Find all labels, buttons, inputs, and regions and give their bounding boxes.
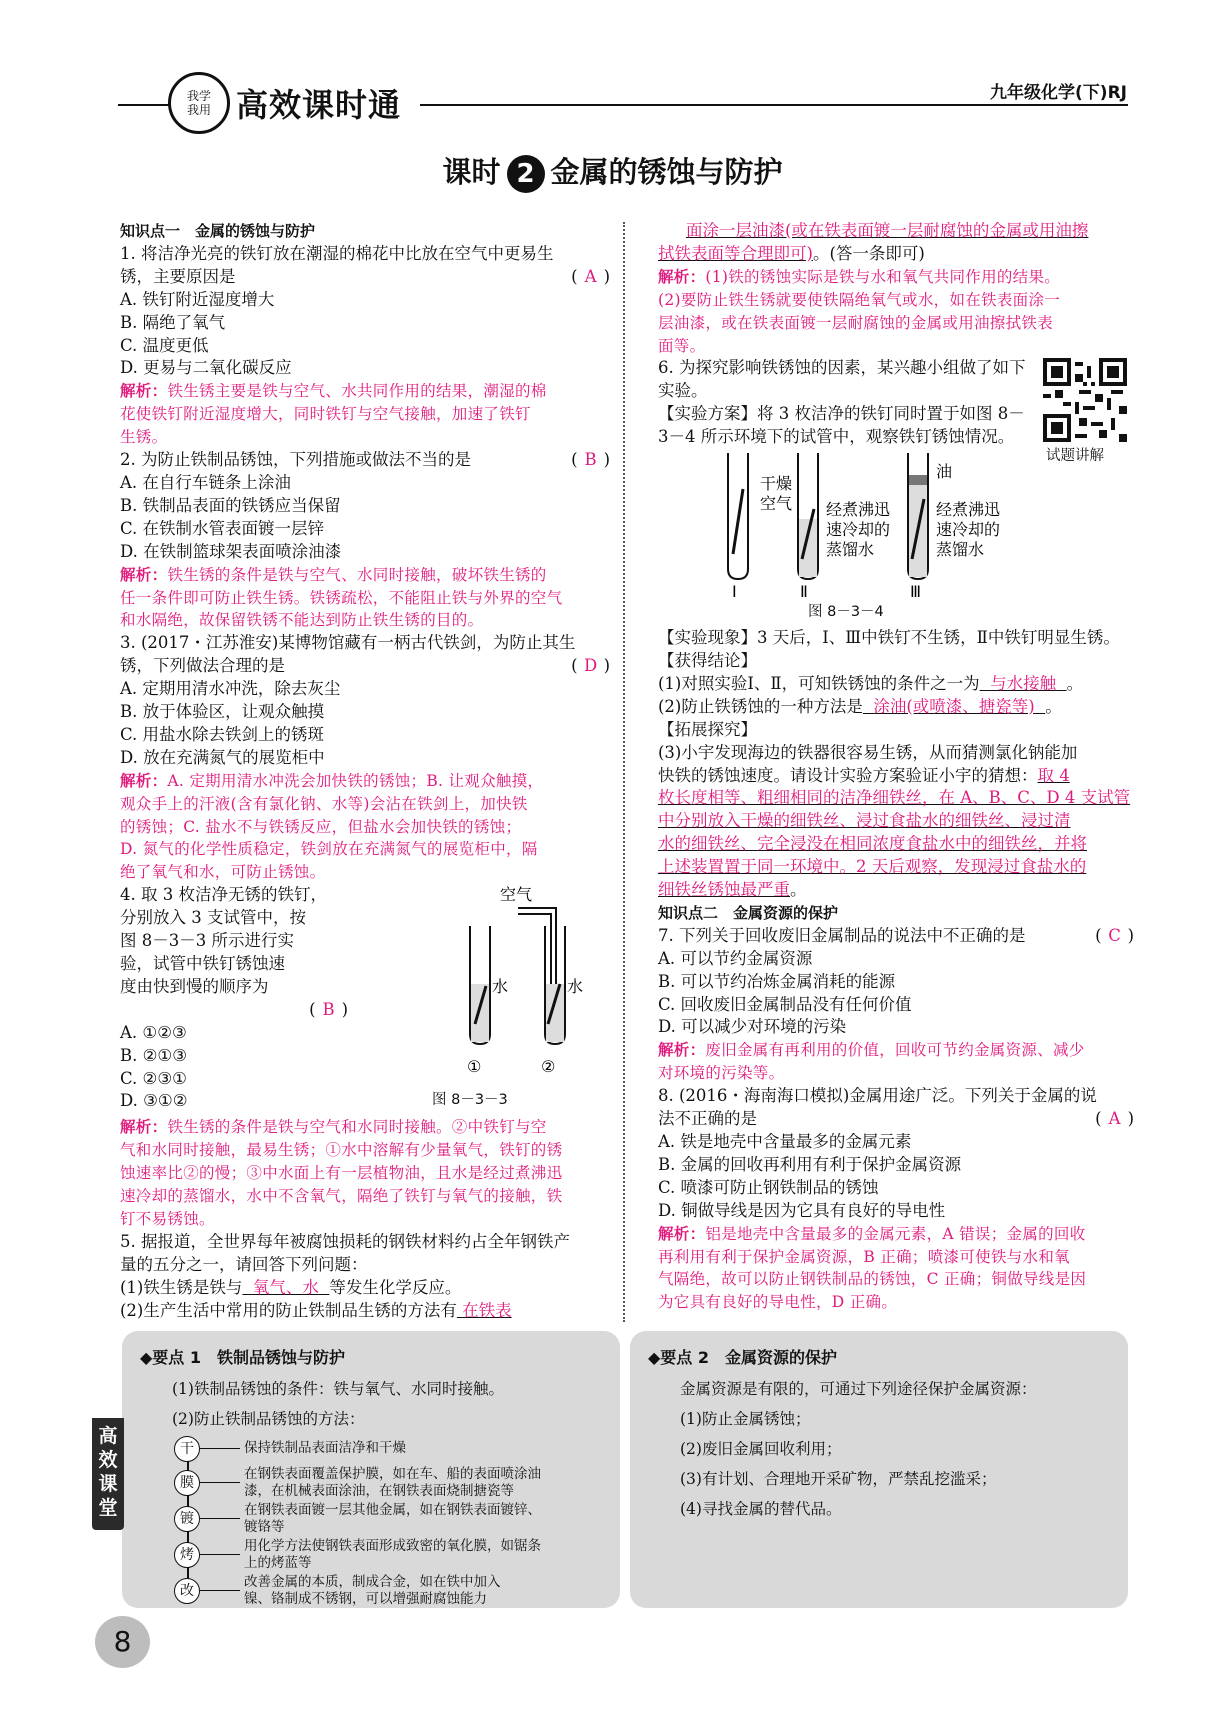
svg-text:经煮沸迅: 经煮沸迅 bbox=[826, 500, 891, 520]
brand-title: 高效课时通 bbox=[236, 86, 402, 124]
page-number: 8 bbox=[95, 1616, 150, 1668]
fill-answer: 取 4 bbox=[1037, 765, 1070, 785]
explanation: 解析：A. 定期用清水冲洗会加快铁的锈蚀；B. 让观众触摸， bbox=[120, 771, 544, 790]
svg-text:②: ② bbox=[541, 1057, 556, 1077]
step-marker-icon: 烤 bbox=[174, 1542, 200, 1568]
header-rule-left bbox=[118, 104, 170, 106]
fill-answer: 氧气、水 bbox=[252, 1277, 319, 1297]
svg-text:空气: 空气 bbox=[760, 494, 793, 514]
svg-text:Ⅰ: Ⅰ bbox=[732, 582, 737, 600]
answer-bracket: ( A ) bbox=[1095, 1109, 1134, 1129]
svg-text:蒸馏水: 蒸馏水 bbox=[826, 540, 875, 560]
alarm-clock-logo-icon: 我学我用 bbox=[168, 72, 230, 134]
fill-answer: 在铁表 bbox=[462, 1300, 512, 1320]
svg-text:Ⅱ: Ⅱ bbox=[800, 582, 808, 600]
fill-answer: 涂油(或喷漆、搪瓷等) bbox=[873, 696, 1035, 716]
step-marker-icon: 改 bbox=[174, 1578, 200, 1604]
step-marker-icon: 镀 bbox=[174, 1506, 200, 1532]
section-heading: 知识点二 金属资源的保护 bbox=[658, 903, 839, 922]
section-heading: 知识点一 金属的锈蚀与防护 bbox=[120, 222, 316, 240]
svg-text:Ⅲ: Ⅲ bbox=[910, 582, 922, 600]
question-4-explanation: 解析：铁生锈的条件是铁与空气和水同时接触。②中铁钉与空 气和水同时接触，最易生锈；①水中溶解有少量氧气，铁钉的锈 蚀速率比②的慢；③中水面上有一层植物油，且水是经过煮沸迅 速冷却的蒸馏水，水中不含氧气，隔绝了铁钉与氧气的接触，铁 钉不易锈蚀。 bbox=[120, 1118, 563, 1228]
key-point-box-1: ◆要点 1 铁制品锈蚀与防护 (1)铁制品锈蚀的条件：铁与氧气、水同时接触。 (2)防止铁制品锈蚀的方法： 干 保持铁制品表面洁净和干燥 膜 在钢铁表面覆盖保护膜，如在车、船的表面喷涂油 漆，在机械表面涂油，在钢铁表面烧制搪瓷等 镀 在钢铁表面镀一层其他金属，如在钢铁表面镀锌、 镀铬等 烤 用化学方法使钢铁表面形成致密的氧化膜，如锯条 上的烤蓝等 改 改善金属的本质，制成合金，如在铁中加入 镍、铬制成不锈钢，可以增强耐腐蚀能力 bbox=[122, 1331, 620, 1608]
figure-8-3-3 bbox=[340, 884, 600, 1084]
answer-bracket: ( B ) bbox=[571, 450, 610, 470]
qr-code-icon[interactable] bbox=[1043, 358, 1127, 442]
explanation: 解析：(1)铁的锈蚀实际是铁与水和氧气共同作用的结果。 bbox=[658, 267, 1061, 286]
right-column: 面涂一层油漆(或在铁表面镀一层耐腐蚀的金属或用油擦 拭铁表面等合理即可)。(答一条即可) 解析：(1)铁的锈蚀实际是铁与水和氧气共同作用的结果。 (2)要防止铁生锈就要使铁隔绝氧气或水，如在铁表面涂一 层油漆，或在铁表面镀一层耐腐蚀的金属或用油擦拭铁表 面等。 6. 为探究影响铁锈蚀的因素，某兴趣小组做了如下 实验。 【实验方案】将 3 枚洁净的铁钉同时置于如图 8－ 3－4 所示环境下的试管中，观察铁钉锈蚀情况。 干燥 空气 Ⅰ 经煮沸迅 速冷却的 蒸馏水 Ⅱ 油 经煮沸迅 速冷却的 蒸馏水 Ⅲ 图 8－3－4 【实验现象】3 天后，Ⅰ、Ⅲ中铁钉不生锈，Ⅱ中铁钉明显生锈。 【获得结论】 (1)对照实验Ⅰ、Ⅱ，可知铁锈蚀的条件之一为 与水接触 。 (2)防止铁锈蚀的一种方法是 涂油(或喷漆、搪瓷等) 。 【拓展探究】 (3)小宇发现海边的铁器很容易生锈，从而猜测氯化钠能加 快铁的锈蚀速度。请设计实验方案验证小宇的猜想：取 4 枚长度相等、粗细相同的洁净细铁丝，在 A、B、C、D 4 支试管 中分别放入干燥的细铁丝、浸过食盐水的细铁丝、浸过清 水的细铁丝、完全浸没在相同浓度食盐水中的细铁丝，并将 上述装置置于同一环境中。2 天后观察，发现浸过食盐水的 细铁丝锈蚀最严重。 知识点二 金属资源的保护 7. 下列关于回收废旧金属制品的说法中不正确的是 ( C ) A. 可以节约金属资源 B. 可以节约冶炼金属消耗的能源 C. 回收废旧金属制品没有任何价值 D. 可以减少对环境的污染 解析：废旧金属有再利用的价值，回收可节约金属资源、减少 对环境的污染等。 8. (2016・海南海口模拟)金属用途广泛。下列关于金属的说 法不正确的是 ( A ) A. 铁是地壳中含量最多的金属元素 B. 金属的回收再利用有利于保护金属资源 C. 喷漆可防止钢铁制品的锈蚀 D. 铜做导线是因为它具有良好的导电性 解析：铝是地壳中含量最多的金属元素，A 错误；金属的回收 再利用有利于保护金属资源，B 正确；喷漆可使铁与水和氧 气隔绝，故可以防止钢铁制品的锈蚀，C 正确；铜做导线是因 为它具有良好的导电性，D 正确。 bbox=[658, 220, 1134, 1314]
svg-text:①: ① bbox=[467, 1057, 482, 1077]
figure-caption: 图 8－3－4 bbox=[808, 604, 884, 621]
answer-bracket: ( A ) bbox=[571, 266, 610, 286]
explanation: 解析：铝是地壳中含量最多的金属元素，A 错误；金属的回收 bbox=[658, 1224, 1086, 1243]
answer-bracket: ( D ) bbox=[571, 656, 610, 676]
fill-answer: 面涂一层油漆(或在铁表面镀一层耐腐蚀的金属或用油擦 bbox=[686, 221, 1089, 240]
figure-8-3-4 bbox=[698, 449, 1038, 599]
left-column bbox=[120, 220, 610, 1322]
svg-text:油: 油 bbox=[936, 462, 953, 482]
svg-text:速冷却的: 速冷却的 bbox=[936, 520, 1001, 540]
fill-answer: 拭铁表面等合理即可) bbox=[658, 243, 813, 263]
answer-bracket: ( C ) bbox=[1095, 925, 1134, 945]
lesson-title: 课时 2 金属的锈蚀与防护 bbox=[0, 150, 1225, 193]
grade-label: 九年级化学(下)RJ bbox=[990, 83, 1127, 103]
explanation: 解析：铁生锈的条件是铁与空气、水同时接触，破坏铁生锈的 bbox=[120, 565, 547, 584]
method-diagram: 干 保持铁制品表面洁净和干燥 膜 在钢铁表面覆盖保护膜，如在车、船的表面喷涂油 漆，在机械表面涂油，在钢铁表面烧制搪瓷等 镀 在钢铁表面镀一层其他金属，如在钢铁表面镀锌、 镀铬等 烤 用化学方法使钢铁表面形成致密的氧化膜，如锯条 上的烤蓝等 改 改善金属的本质，制成合金，如在铁中加入 镍、铬制成不锈钢，可以增强耐腐蚀能力 bbox=[174, 1436, 614, 1606]
explanation: 解析：废旧金属有再利用的价值，回收可节约金属资源、减少 bbox=[658, 1041, 1085, 1060]
svg-text:经煮沸迅: 经煮沸迅 bbox=[936, 500, 1001, 520]
svg-text:水: 水 bbox=[492, 977, 509, 997]
column-divider bbox=[623, 222, 625, 1322]
question-1: 1. 将洁净光亮的铁钉放在潮湿的棉花中比放在空气中更易生 锈，主要原因是 ( A ) A. 铁钉附近湿度增大 B. 隔绝了氧气 C. 温度更低 D. 更易与二氧化碳反应 解析：铁生锈主要是铁与空气、水共同作用的结果，潮湿的棉 花使铁钉附近湿度增大，同时铁钉与空气接触，加速了铁钉 生锈。 bbox=[120, 243, 610, 447]
svg-text:水: 水 bbox=[567, 977, 584, 997]
step-marker-icon: 膜 bbox=[174, 1470, 200, 1496]
header-rule-right bbox=[420, 104, 1128, 106]
answer-bracket: ( B ) bbox=[309, 999, 348, 1019]
question-6: 6. 为探究影响铁锈蚀的因素，某兴趣小组做了如下 实验。 【实验方案】将 3 枚洁净的铁钉同时置于如图 8－ 3－4 所示环境下的试管中，观察铁钉锈蚀情况。 干燥 空气 Ⅰ 经煮沸迅 速冷却的 蒸馏水 Ⅱ 油 经煮沸迅 速冷却的 蒸馏水 Ⅲ 图 8－3－4 【实验现象】3 天后，Ⅰ、Ⅲ中铁钉不生锈，Ⅱ中铁钉明显生锈。 【获得结论】 (1)对照实验Ⅰ、Ⅱ，可知铁锈蚀的条件之一为 与水接触 。 (2)防止铁锈蚀的一种方法是 涂油(或喷漆、搪瓷等) 。 【拓展探究】 (3)小宇发现海边的铁器很容易生锈，从而猜测氯化钠能加 快铁的锈蚀速度。请设计实验方案验证小宇的猜想：取 4 枚长度相等、粗细相同的洁净细铁丝，在 A、B、C、D 4 支试管 中分别放入干燥的细铁丝、浸过食盐水的细铁丝、浸过清 水的细铁丝、完全浸没在相同浓度食盐水中的细铁丝，并将 上述装置置于同一环境中。2 天后观察，发现浸过食盐水的 细铁丝锈蚀最严重。 bbox=[658, 358, 1131, 900]
question-4: 4. 取 3 枚洁净无锈的铁钉， 分别放入 3 支试管中，按 图 8－3－3 所示进行实 验，试管中铁钉锈蚀速 度由快到慢的顺序为 ( B ) A. ①②③ B. ②①③ C. ②③① D. ③①② 水 ① 空气 水 ② 图 8－3－3 bbox=[120, 884, 610, 1116]
question-8: 8. (2016・海南海口模拟)金属用途广泛。下列关于金属的说 法不正确的是 ( A ) A. 铁是地壳中含量最多的金属元素 B. 金属的回收再利用有利于保护金属资源 C. 喷漆可防止钢铁制品的锈蚀 D. 铜做导线是因为它具有良好的导电性 解析：铝是地壳中含量最多的金属元素，A 错误；金属的回收 再利用有利于保护金属资源，B 正确；喷漆可使铁与水和氧 气隔绝，故可以防止钢铁制品的锈蚀，C 正确；铜做导线是因 为它具有良好的导电性，D 正确。 bbox=[658, 1086, 1134, 1312]
lesson-number-badge: 2 bbox=[507, 155, 545, 193]
svg-text:干燥: 干燥 bbox=[760, 474, 793, 494]
question-2: 2. 为防止铁制品锈蚀，下列措施或做法不当的是 ( B ) A. 在自行车链条上涂油 B. 铁制品表面的铁锈应当保留 C. 在铁制水管表面镀一层锌 D. 在铁制篮球架表面喷涂油漆 解析：铁生锈的条件是铁与空气、水同时接触，破坏铁生锈的 任一条件即可防止铁生锈。铁锈疏松，不能阻止铁与外界的空气 和水隔绝，故保留铁锈不能达到防止铁生锈的目的。 bbox=[120, 450, 610, 630]
explanation: 解析：铁生锈主要是铁与空气、水共同作用的结果，潮湿的棉 bbox=[120, 382, 547, 401]
qr-caption: 试题讲解 bbox=[1046, 448, 1104, 464]
question-7: 7. 下列关于回收废旧金属制品的说法中不正确的是 ( C ) A. 可以节约金属资源 B. 可以节约冶炼金属消耗的能源 C. 回收废旧金属制品没有任何价值 D. 可以减少对环境的污染 解析：废旧金属有再利用的价值，回收可节约金属资源、减少 对环境的污染等。 bbox=[658, 925, 1134, 1083]
key-point-box-2: ◆要点 2 金属资源的保护 金属资源是有限的，可通过下列途径保护金属资源： (1)防止金属锈蚀； (2)废旧金属回收利用； (3)有计划、合理地开采矿物，严禁乱挖滥采； (4)寻找金属的替代品。 bbox=[630, 1331, 1128, 1608]
side-tab: 高 效 课 堂 bbox=[92, 1418, 124, 1530]
svg-text:空气: 空气 bbox=[500, 885, 533, 905]
svg-text:蒸馏水: 蒸馏水 bbox=[936, 540, 985, 560]
step-marker-icon: 干 bbox=[174, 1436, 200, 1462]
figure-caption: 图 8－3－3 bbox=[432, 1092, 508, 1109]
fill-answer: 与水接触 bbox=[990, 673, 1057, 693]
question-3: 3. (2017・江苏淮安)某博物馆藏有一柄古代铁剑，为防止其生 锈，下列做法合理的是 ( D ) A. 定期用清水冲洗，除去灰尘 B. 放于体验区，让观众触摸 C. 用盐水除去铁剑上的锈斑 D. 放在充满氮气的展览柜中 解析：A. 定期用清水冲洗会加快铁的锈蚀；B. 让观众触摸， 观众手上的汗液(含有氯化钠、水等)会沾在铁剑上，加快铁 的锈蚀；C. 盐水不与铁锈反应，但盐水会加快铁的锈蚀； D. 氮气的化学性质稳定，铁剑放在充满氮气的展览柜中，隔 绝了氧气和水，可防止锈蚀。 bbox=[120, 633, 610, 882]
question-5: 5. 据报道，全世界每年被腐蚀损耗的钢铁材料约占全年钢铁产 量的五分之一，请回答下列问题： (1)铁生锈是铁与 氧气、水 等发生化学反应。 (2)生产生活中常用的防止铁制品生锈的方法有 在铁表 bbox=[120, 1231, 570, 1320]
svg-text:速冷却的: 速冷却的 bbox=[826, 520, 891, 540]
